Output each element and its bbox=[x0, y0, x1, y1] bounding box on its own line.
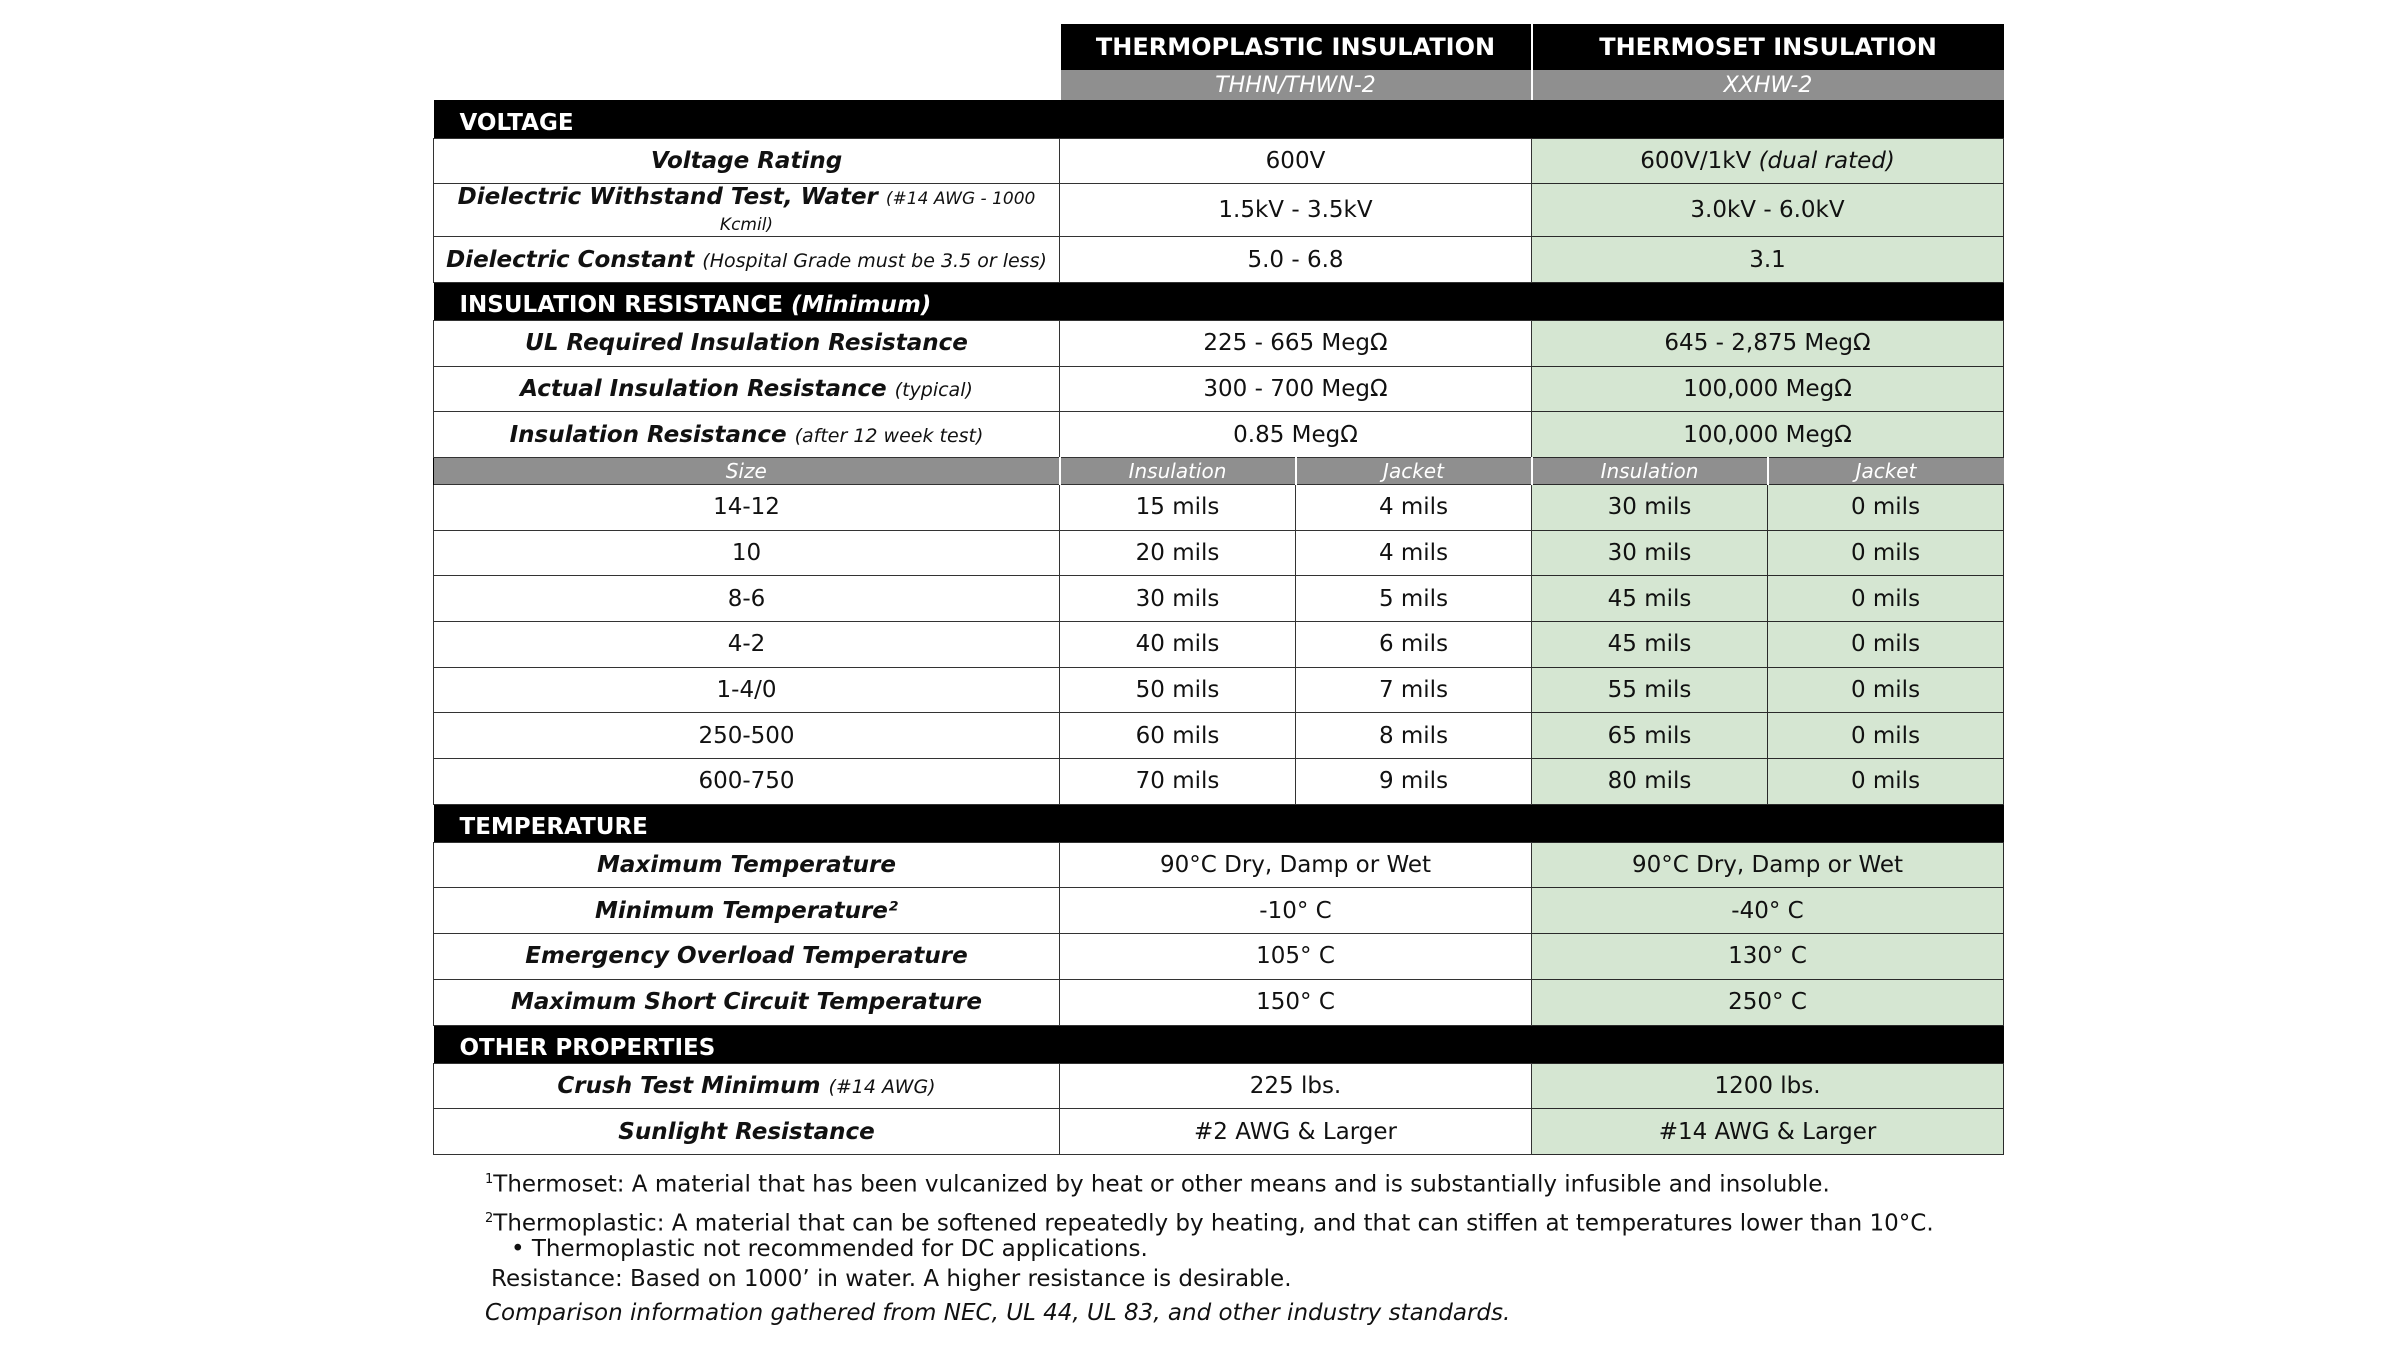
ts-jacket-cell: 0 mils bbox=[1768, 484, 2004, 530]
thermoplastic-value: 5.0 - 6.8 bbox=[1060, 237, 1532, 283]
thermoplastic-subtitle: THHN/THWN-2 bbox=[1060, 70, 1532, 100]
ts-insulation-header: Insulation bbox=[1532, 457, 1768, 484]
table-row bbox=[434, 138, 2004, 184]
section-voltage bbox=[434, 100, 2004, 138]
ts-jacket-cell: 0 mils bbox=[1768, 667, 2004, 713]
ts-jacket-cell: 0 mils bbox=[1768, 713, 2004, 759]
row-label bbox=[434, 1109, 1060, 1155]
tp-insulation-cell: 40 mils bbox=[1060, 622, 1296, 668]
comparison-sheet bbox=[433, 24, 2003, 1330]
size-cell: 600-750 bbox=[434, 759, 1060, 805]
thermoplastic-value: 225 - 665 MegΩ bbox=[1060, 320, 1532, 366]
thermoset-value: 130° C bbox=[1532, 934, 2004, 980]
footnote-1 bbox=[485, 1163, 2003, 1202]
row-label-note: (#14 AWG) bbox=[828, 1075, 936, 1098]
row-label: Maximum Temperature bbox=[434, 842, 1060, 888]
row-label-text: Voltage Rating bbox=[650, 147, 843, 174]
row-label bbox=[434, 237, 1060, 283]
thermoset-title: THERMOSET INSULATION bbox=[1532, 24, 2004, 70]
row-label bbox=[434, 412, 1060, 458]
table-row bbox=[434, 576, 2004, 622]
thermoplastic-value: 0.85 MegΩ bbox=[1060, 412, 1532, 458]
thermoset-value: 1200 lbs. bbox=[1532, 1063, 2004, 1109]
header-blank bbox=[434, 24, 1060, 70]
tp-insulation-cell: 20 mils bbox=[1060, 530, 1296, 576]
thermoplastic-value: -10° C bbox=[1060, 888, 1532, 934]
row-label-text: Actual Insulation Resistance bbox=[520, 375, 887, 402]
section-title-other: OTHER PROPERTIES bbox=[434, 1025, 2004, 1063]
footnotes bbox=[433, 1163, 2003, 1330]
thermoset-value: 250° C bbox=[1532, 979, 2004, 1025]
footnote-bullet: • Thermoplastic not recommended for DC applications. bbox=[511, 1236, 1148, 1263]
thermoplastic-value: 225 lbs. bbox=[1060, 1063, 1532, 1109]
ts-insulation-cell: 65 mils bbox=[1532, 713, 1768, 759]
size-header: Size bbox=[434, 457, 1060, 484]
section-temperature bbox=[434, 804, 2004, 842]
table-row bbox=[434, 1063, 2004, 1109]
tp-insulation-header: Insulation bbox=[1060, 457, 1296, 484]
table-row bbox=[434, 184, 2004, 237]
section-title-note: (Minimum) bbox=[790, 291, 932, 318]
size-cell: 250-500 bbox=[434, 713, 1060, 759]
ts-jacket-header: Jacket bbox=[1768, 457, 2004, 484]
row-label bbox=[434, 184, 1060, 237]
table-row bbox=[434, 759, 2004, 805]
ts-jacket-cell: 0 mils bbox=[1768, 530, 2004, 576]
section-other-properties bbox=[434, 1025, 2004, 1063]
table-row bbox=[434, 366, 2004, 412]
section-title-temperature: TEMPERATURE bbox=[434, 804, 2004, 842]
tp-jacket-cell: 5 mils bbox=[1296, 576, 1532, 622]
tp-jacket-header: Jacket bbox=[1296, 457, 1532, 484]
thermoplastic-value: 90°C Dry, Damp or Wet bbox=[1060, 842, 1532, 888]
thermoplastic-value: 600V bbox=[1060, 138, 1532, 184]
table-row bbox=[434, 622, 2004, 668]
row-label-text: Dielectric Withstand Test, Water bbox=[457, 184, 878, 211]
ts-insulation-cell: 55 mils bbox=[1532, 667, 1768, 713]
thermoset-value: 100,000 MegΩ bbox=[1532, 412, 2004, 458]
section-title-insulation bbox=[434, 282, 2004, 320]
thermoset-value: 90°C Dry, Damp or Wet bbox=[1532, 842, 2004, 888]
tp-jacket-cell: 4 mils bbox=[1296, 530, 1532, 576]
row-label: Minimum Temperature² bbox=[434, 888, 1060, 934]
ts-jacket-cell: 0 mils bbox=[1768, 576, 2004, 622]
ts-insulation-cell: 45 mils bbox=[1532, 576, 1768, 622]
table-row bbox=[434, 412, 2004, 458]
tp-insulation-cell: 30 mils bbox=[1060, 576, 1296, 622]
row-label-text: Insulation Resistance bbox=[509, 421, 787, 448]
thermoset-value bbox=[1532, 138, 2004, 184]
table-row bbox=[434, 530, 2004, 576]
ts-insulation-cell: 45 mils bbox=[1532, 622, 1768, 668]
row-label-note: (#14 AWG - 1000 Kcmil) bbox=[719, 189, 1036, 236]
size-cell: 4-2 bbox=[434, 622, 1060, 668]
tp-insulation-cell: 50 mils bbox=[1060, 667, 1296, 713]
size-cell: 14-12 bbox=[434, 484, 1060, 530]
tp-insulation-cell: 70 mils bbox=[1060, 759, 1296, 805]
table-row bbox=[434, 237, 2004, 283]
size-cell: 10 bbox=[434, 530, 1060, 576]
table-row bbox=[434, 842, 2004, 888]
table-row bbox=[434, 713, 2004, 759]
size-cell: 8-6 bbox=[434, 576, 1060, 622]
row-label-text: Crush Test Minimum bbox=[557, 1072, 821, 1099]
table-row bbox=[434, 1109, 2004, 1155]
size-cell: 1-4/0 bbox=[434, 667, 1060, 713]
table-row bbox=[434, 979, 2004, 1025]
thermoplastic-value: 105° C bbox=[1060, 934, 1532, 980]
thermoplastic-value: 300 - 700 MegΩ bbox=[1060, 366, 1532, 412]
ts-jacket-cell: 0 mils bbox=[1768, 622, 2004, 668]
ts-insulation-cell: 80 mils bbox=[1532, 759, 1768, 805]
thermoset-value: -40° C bbox=[1532, 888, 2004, 934]
thermoset-value-note: (dual rated) bbox=[1758, 147, 1895, 174]
thermoset-value: 645 - 2,875 MegΩ bbox=[1532, 320, 2004, 366]
row-label: Emergency Overload Temperature bbox=[434, 934, 1060, 980]
thickness-header-row bbox=[434, 457, 2004, 484]
section-title-text: INSULATION RESISTANCE bbox=[459, 291, 783, 318]
row-label bbox=[434, 1063, 1060, 1109]
row-label: Maximum Short Circuit Temperature bbox=[434, 979, 1060, 1025]
thermoplastic-title: THERMOPLASTIC INSULATION bbox=[1060, 24, 1532, 70]
row-label-note: (typical) bbox=[894, 378, 973, 401]
thermoset-value: 3.1 bbox=[1532, 237, 2004, 283]
thermoplastic-value: #2 AWG & Larger bbox=[1060, 1109, 1532, 1155]
row-label-text: Sunlight Resistance bbox=[618, 1118, 875, 1145]
thermoset-value: 3.0kV - 6.0kV bbox=[1532, 184, 2004, 237]
thermoset-subtitle: XXHW-2 bbox=[1532, 70, 2004, 100]
footnote-mark: 2 bbox=[485, 1210, 494, 1226]
ts-jacket-cell: 0 mils bbox=[1768, 759, 2004, 805]
header-sub-blank bbox=[434, 70, 1060, 100]
table-row bbox=[434, 320, 2004, 366]
tp-insulation-cell: 60 mils bbox=[1060, 713, 1296, 759]
footnote-sources: Comparison information gathered from NEC, UL 44, UL 83, and other industry standards. bbox=[485, 1300, 1511, 1327]
tp-jacket-cell: 9 mils bbox=[1296, 759, 1532, 805]
row-label-text: UL Required Insulation Resistance bbox=[525, 330, 968, 357]
tp-jacket-cell: 6 mils bbox=[1296, 622, 1532, 668]
row-label bbox=[434, 366, 1060, 412]
ts-insulation-cell: 30 mils bbox=[1532, 484, 1768, 530]
thermoset-value: 100,000 MegΩ bbox=[1532, 366, 2004, 412]
table-row bbox=[434, 667, 2004, 713]
ts-insulation-cell: 30 mils bbox=[1532, 530, 1768, 576]
row-label-text: Dielectric Constant bbox=[446, 246, 695, 273]
table-row bbox=[434, 888, 2004, 934]
table-row bbox=[434, 484, 2004, 530]
table-row bbox=[434, 934, 2004, 980]
section-title-voltage: VOLTAGE bbox=[434, 100, 2004, 138]
tp-jacket-cell: 4 mils bbox=[1296, 484, 1532, 530]
tp-jacket-cell: 8 mils bbox=[1296, 713, 1532, 759]
section-insulation-resistance bbox=[434, 282, 2004, 320]
footnote-text: Thermoset: A material that has been vulcanized by heat or other means and is substantially infusible and insoluble. bbox=[493, 1171, 1830, 1198]
footnote-2 bbox=[485, 1202, 2003, 1241]
row-label bbox=[434, 320, 1060, 366]
footnote-text: Thermoplastic: A material that can be softened repeatedly by heating, and that can stiffen at temperatures lower than 10°C. bbox=[493, 1210, 1934, 1237]
footnote-mark: 1 bbox=[485, 1171, 494, 1187]
row-label-note: (Hospital Grade must be 3.5 or less) bbox=[702, 249, 1047, 272]
tp-insulation-cell: 15 mils bbox=[1060, 484, 1296, 530]
thermoplastic-value: 150° C bbox=[1060, 979, 1532, 1025]
footnote-resistance: Resistance: Based on 1000’ in water. A higher resistance is desirable. bbox=[491, 1266, 1292, 1293]
row-label bbox=[434, 138, 1060, 184]
tp-jacket-cell: 7 mils bbox=[1296, 667, 1532, 713]
row-label-note: (after 12 week test) bbox=[794, 424, 984, 447]
thermoplastic-value: 1.5kV - 3.5kV bbox=[1060, 184, 1532, 237]
thermoset-value-text: 600V/1kV bbox=[1640, 147, 1752, 174]
header-sub-row bbox=[434, 70, 2004, 100]
comparison-table bbox=[433, 24, 2004, 1155]
thermoset-value: #14 AWG & Larger bbox=[1532, 1109, 2004, 1155]
header-row bbox=[434, 24, 2004, 70]
